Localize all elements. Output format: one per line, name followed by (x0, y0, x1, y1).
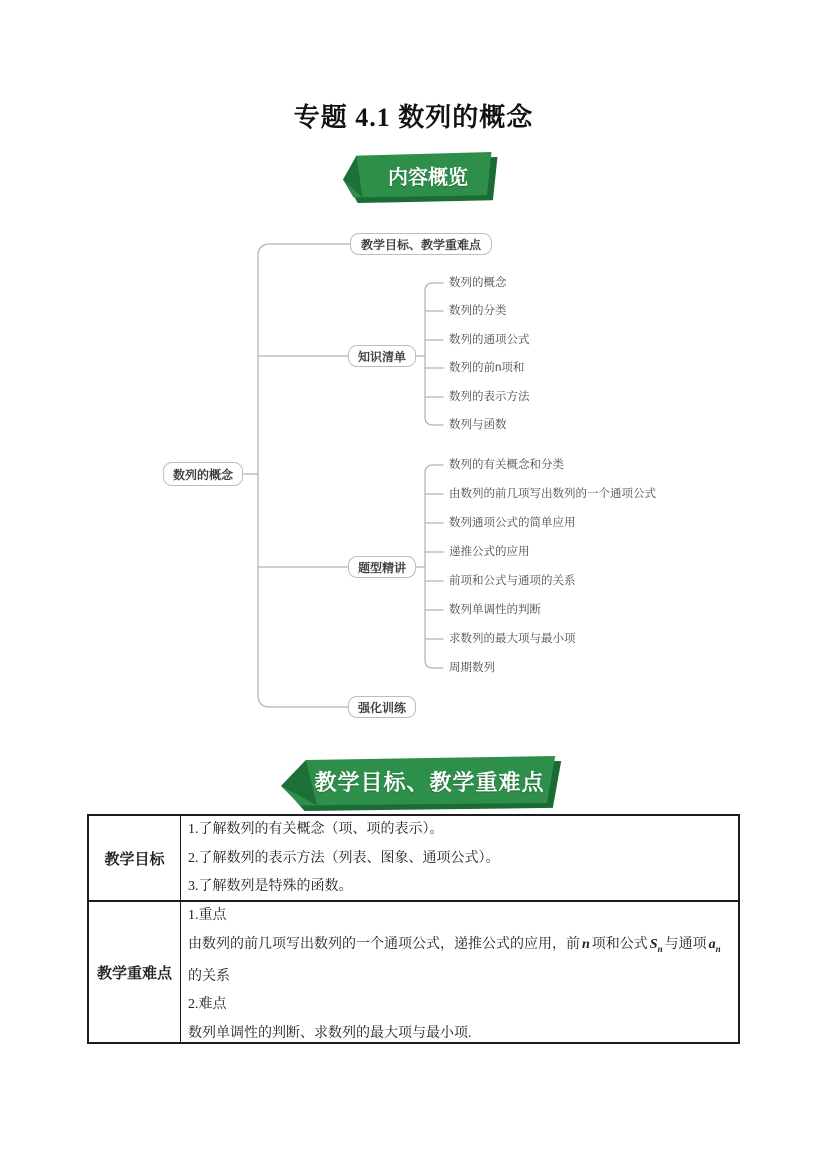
mindmap-leaf: 数列单调性的判断 (449, 604, 541, 616)
mindmap-leaf: 数列的概念 (449, 277, 507, 289)
mindmap-leaf: 数列的有关概念和分类 (449, 459, 564, 471)
content-mindmap (155, 230, 715, 730)
mindmap-leaf: 数列的分类 (449, 305, 507, 317)
mindmap-leaf: 前项和公式与通项的关系 (449, 575, 576, 587)
mindmap-leaf: 数列通项公式的简单应用 (449, 517, 576, 529)
mindmap-branch-objectives: 教学目标、教学重难点 (350, 233, 492, 255)
mindmap-leaf: 由数列的前几项写出数列的一个通项公式 (449, 488, 656, 500)
mindmap-root-node: 数列的概念 (163, 462, 243, 486)
page-title: 专题 4.1 数列的概念 (293, 103, 534, 132)
teaching-table (87, 814, 740, 1044)
table-row-content: 1.重点 由数列的前几项写出数列的一个通项公式，递推公式的应用，前 n 项和公式 $S_n$ 与通项 $a_n$ 的关系 2.难点 数列单调性的判断、求数列的最大项与最小项. (188, 908, 721, 1041)
mindmap-branch-training: 强化训练 (348, 696, 416, 718)
mindmap-leaf: 数列的通项公式 (449, 334, 530, 346)
mindmap-leaf: 求数列的最大项与最小项 (449, 633, 576, 645)
mindmap-leaf: 数列的前n项和 (449, 362, 525, 374)
overview-banner-label: 内容概览 (388, 166, 468, 189)
mindmap-leaf: 递推公式的应用 (449, 546, 530, 558)
mindmap-leaf: 数列与函数 (449, 419, 507, 431)
table-row-header: 教学重难点 (89, 902, 181, 1042)
objectives-banner (281, 756, 558, 806)
mindmap-branch-problem-types: 题型精讲 (348, 556, 416, 578)
table-row (89, 902, 738, 1042)
overview-banner (343, 152, 493, 198)
mindmap-leaf: 周期数列 (449, 662, 495, 674)
objectives-banner-label: 教学目标、教学重难点 (314, 769, 545, 795)
table-row-content: 1.了解数列的有关概念（项、项的表示）。 2.了解数列的表示方法（列表、图象、通项公式）。 3.了解数列是特殊的函数。 (188, 822, 500, 894)
table-row (89, 816, 738, 902)
table-row-header: 教学目标 (89, 816, 181, 900)
mindmap-leaf: 数列的表示方法 (449, 391, 530, 403)
mindmap-branch-knowledge: 知识清单 (348, 345, 416, 367)
